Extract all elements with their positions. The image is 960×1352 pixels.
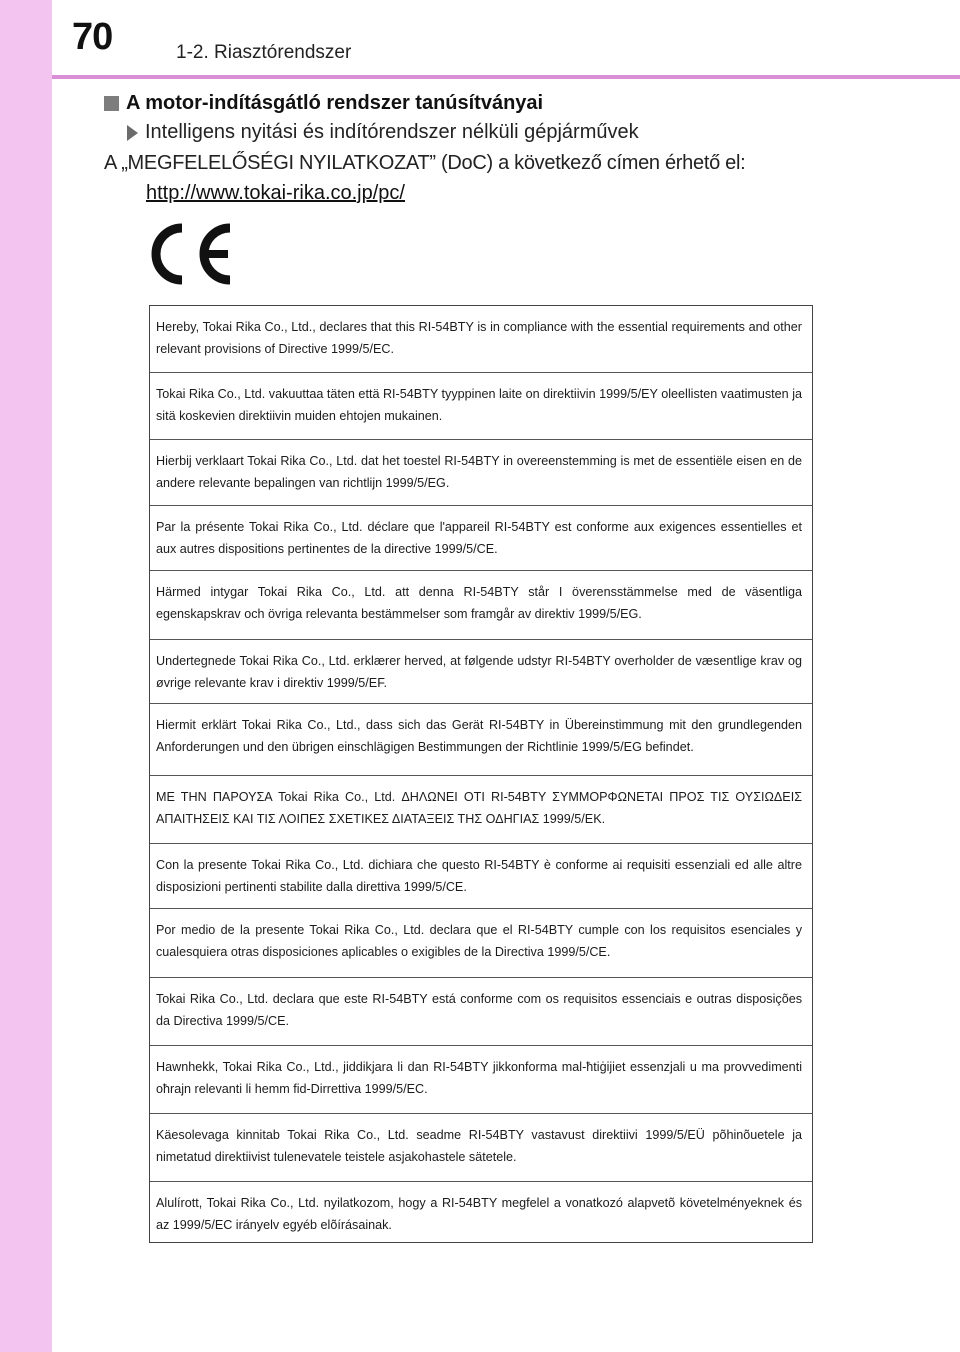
doc-intro-text: A „MEGFELELŐSÉGI NYILATKOZAT” (DoC) a következő címen érhető el: — [104, 152, 746, 174]
ce-mark-logo — [148, 222, 238, 286]
declaration-row-es: Por medio de la presente Tokai Rika Co., Ltd. declara que el RI-54BTY cumple con los requisitos esenciales y cualesquiera otras disposiciones aplicables o exigibles de la Directiva 1999/5/CE. — [150, 909, 812, 977]
declaration-row-fi: Tokai Rika Co., Ltd. vakuuttaa täten että RI-54BTY tyyppinen laite on direktiivin 1999/5/EY oleellisten vaatimusten ja sitä koskevien direktiivin muiden ehtojen mukainen. — [150, 373, 812, 439]
section-title: 1-2. Riasztórendszer — [176, 42, 352, 63]
declaration-row-pt: Tokai Rika Co., Ltd. declara que este RI-54BTY está conforme com os requisitos essenciais e outras disposições da Directiva 1999/5/CE. — [150, 978, 812, 1046]
declaration-row-el: ΜΕ ΤΗΝ ΠΑΡΟΥΣΑ Tokai Rika Co., Ltd. ΔΗΛΩΝΕΙ ΟΤΙ RI-54BTY ΣΥΜΜΟΡΦΩΝΕΤΑΙ ΠΡΟΣ ΤΙΣ ΟΥΣΙΩΔΕΙΣ ΑΠΑΙΤΗΣΕΙΣ ΚΑΙ ΤΙΣ ΛΟΙΠΕΣ ΣΧΕΤΙΚΕΣ ΔΙΑΤΑΞΕΙΣ ΤΗΣ ΟΔΗΓΙΑΣ 1999/5/ΕΚ. — [150, 776, 812, 843]
header-divider — [52, 75, 960, 79]
square-bullet-icon — [104, 96, 119, 111]
ce-logo-icon — [148, 222, 238, 286]
sub-heading — [127, 121, 639, 144]
declaration-row-hu: Alulírott, Tokai Rika Co., Ltd. nyilatkozom, hogy a RI-54BTY megfelel a vonatkozó alapvetõ követelményeknek és az 1999/5/EC irányelv egyéb elõírásainak. — [156, 1195, 802, 1232]
page-sidebar-strip — [0, 0, 52, 1352]
page-number: 70 — [72, 16, 113, 58]
declaration-row-de: Hiermit erklärt Tokai Rika Co., Ltd., dass sich das Gerät RI-54BTY in Übereinstimmung mit den grundlegenden Anforderungen und den übrigen einschlägigen Bestimmungen der Richtlinie 1999/5/EG befindet. — [150, 704, 812, 776]
main-heading — [104, 92, 543, 115]
declaration-row-fr: Par la présente Tokai Rika Co., Ltd. déclare que l'appareil RI-54BTY est conforme aux exigences essentielles et aux autres dispositions pertinentes de la directive 1999/5/CE. — [150, 506, 812, 571]
declarations-table — [149, 305, 813, 1243]
sub-heading-text: Intelligens nyitási és indítórendszer nélküli gépjárművek — [145, 121, 639, 143]
triangle-bullet-icon — [127, 125, 138, 141]
main-heading-text: A motor-indításgátló rendszer tanúsítványai — [126, 92, 544, 114]
declaration-row-et: Käesolevaga kinnitab Tokai Rika Co., Ltd. seadme RI-54BTY vastavust direktiivi 1999/5/EÜ põhinõuetele ja nimetatud direktiivist tulenevatele teistele asjakohastele sätetele. — [150, 1114, 812, 1181]
declaration-row-it: Con la presente Tokai Rika Co., Ltd. dichiara che questo RI-54BTY è conforme ai requisiti essenziali ed alle altre disposizioni pertinenti stabilite dalla direttiva 1999/5/CE. — [150, 844, 812, 909]
declaration-row-sv: Härmed intygar Tokai Rika Co., Ltd. att denna RI-54BTY står I överensstämmelse med de väsentliga egenskapskrav och övriga relevanta bestämmelser som framgår av direktiv 1999/5/EG. — [150, 571, 812, 639]
declaration-row-nl: Hierbij verklaart Tokai Rika Co., Ltd. dat het toestel RI-54BTY in overeenstemming is met de essentiële eisen en de andere relevante bepalingen van richtlijn 1999/5/EG. — [150, 440, 812, 506]
declaration-row-mt: Hawnhekk, Tokai Rika Co., Ltd., jiddikjara li dan RI-54BTY jikkonforma mal-ħtiġijiet essenzjali u ma provvedimenti oħrajn relevanti li hemm fid-Dirrettiva 1999/5/EC. — [150, 1046, 812, 1114]
declaration-row-en: Hereby, Tokai Rika Co., Ltd., declares that this RI-54BTY is in compliance with the essential requirements and other relevant provisions of Directive 1999/5/EC. — [150, 306, 812, 373]
doc-url-link[interactable]: http://www.tokai-rika.co.jp/pc/ — [146, 182, 405, 204]
declaration-row-da: Undertegnede Tokai Rika Co., Ltd. erklærer herved, at følgende udstyr RI-54BTY overholder de væsentlige krav og øvrige relevante krav i direktiv 1999/5/EF. — [150, 640, 812, 704]
